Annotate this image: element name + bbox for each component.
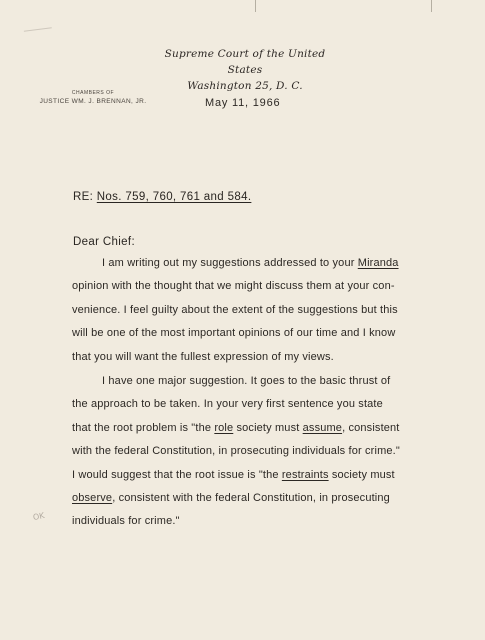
paragraph-one [72, 252, 420, 369]
salutation: Dear Chief: [73, 236, 136, 248]
paragraph-text: society must [331, 468, 395, 481]
paragraph-line: I have one major suggestion. It goes to the basic thrust of [102, 375, 391, 387]
paragraph-line: venience. I feel guilty about the extent of the suggestions but this [72, 303, 398, 316]
subject-line [73, 191, 251, 203]
underlined-word-role: role [214, 421, 234, 434]
paragraph-line [72, 464, 420, 487]
case-name-miranda: Miranda [357, 257, 399, 269]
pencil-smudge [24, 27, 52, 34]
paragraph-text: , consistent with the federal Constitution, in prosecuting [112, 492, 390, 505]
chambers-label: CHAMBERS OF [71, 90, 115, 96]
paragraph-text: that the root problem is "the [72, 421, 212, 434]
subject-prefix: RE: [73, 191, 94, 203]
paragraph-line [72, 487, 420, 510]
paragraph-text: I would suggest that the root issue is "the [72, 468, 279, 481]
court-city: Washington 25, D. C. [187, 80, 303, 92]
letter-date: May 11, 1966 [205, 97, 281, 109]
paragraph-line: individuals for crime." [72, 515, 180, 528]
case-numbers: Nos. 759, 760, 761 and 584. [96, 191, 252, 203]
paragraph-line: opinion with the thought that we might discuss them at your con- [72, 280, 395, 293]
paragraph-line [72, 417, 420, 440]
underlined-word-observe: observe [72, 492, 113, 505]
paragraph-text: society must [236, 421, 300, 434]
paragraph-two [72, 370, 420, 534]
paragraph-line: will be one of the most important opinions of our time and I know [72, 327, 396, 340]
paragraph-text: I am writing out my suggestions addressed to your [102, 257, 355, 269]
pencil-marginal-note: OK [32, 510, 46, 523]
court-name: Supreme Court of the United States [164, 48, 326, 76]
paragraph-text: , consistent [342, 421, 400, 434]
justice-name: JUSTICE WM. J. BRENNAN, JR. [39, 98, 147, 105]
paragraph-line: that you will want the fullest expression of my views. [72, 350, 334, 363]
scan-tick-mark [431, 0, 432, 12]
underlined-word-assume: assume [302, 421, 343, 434]
paragraph-line: the approach to be taken. In your very first sentence you state [72, 398, 383, 411]
letterhead [150, 46, 340, 94]
scan-tick-mark [255, 0, 256, 12]
paragraph-line: with the federal Constitution, in prosecuting individuals for crime." [72, 445, 400, 458]
chambers-heading [28, 89, 158, 107]
underlined-word-restraints: restraints [281, 468, 329, 481]
paragraph-line [72, 252, 420, 275]
